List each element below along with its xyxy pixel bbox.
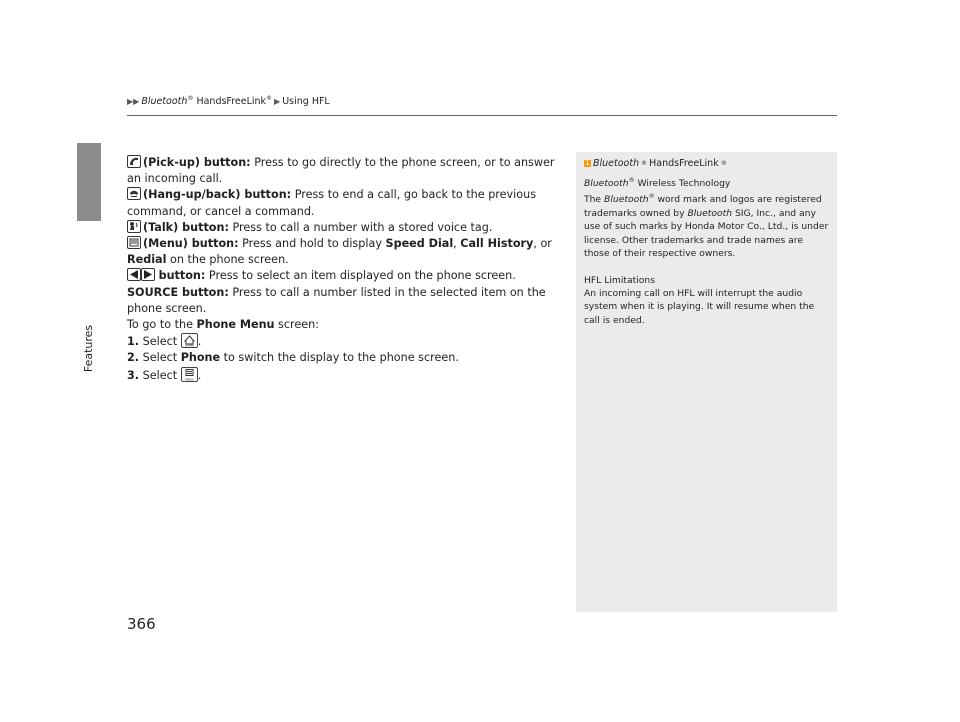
svg-text:MENU: MENU bbox=[184, 377, 194, 381]
pickup-paragraph: (Pick-up) button: Press to go directly to the phone screen, or to answer an incoming call. bbox=[127, 156, 555, 186]
breadcrumb-current: Using HFL bbox=[282, 95, 330, 107]
hang-up-icon bbox=[127, 187, 141, 200]
note-marker-icon: 1 bbox=[585, 160, 590, 167]
breadcrumb bbox=[127, 95, 330, 107]
section-tab bbox=[77, 143, 101, 221]
breadcrumb-arrow-icon: ▶ bbox=[274, 96, 281, 106]
side-note-heading: 1 Bluetooth ® HandsFreeLink ® bbox=[585, 158, 727, 169]
right-arrow-icon bbox=[141, 268, 155, 281]
arrow-paragraph: button: Press to select an item displayed on the phone screen. bbox=[127, 268, 557, 284]
breadcrumb-arrow-icon: ▶▶ bbox=[127, 96, 140, 106]
menu-icon bbox=[127, 236, 141, 249]
note-bluetooth-title: Bluetooth® Wireless Technology bbox=[584, 177, 731, 190]
step-2: 2. Select Phone to switch the display to the phone screen. bbox=[127, 351, 459, 365]
main-content bbox=[127, 155, 557, 384]
breadcrumb-bluetooth: Bluetooth® HandsFreeLink® bbox=[141, 95, 273, 108]
note-hfl-title: HFL Limitations bbox=[584, 274, 656, 286]
svg-text:HOME: HOME bbox=[184, 343, 194, 348]
menu-paragraph: (Menu) button: Press and hold to display Speed Dial, Call History, or Redial on the phone screen. bbox=[127, 237, 552, 267]
note-hfl-text: An incoming call on HFL will interrupt the audio system when it is playing. It will resume when the call is ended. bbox=[584, 287, 815, 326]
page-number: 366 bbox=[127, 615, 156, 633]
pick-up-icon bbox=[127, 155, 141, 168]
home-icon bbox=[181, 333, 198, 348]
header-divider bbox=[127, 115, 837, 116]
side-note-body bbox=[584, 174, 830, 327]
source-paragraph: SOURCE button: Press to call a number listed in the selected item on the phone screen. bbox=[127, 285, 546, 315]
talk-icon bbox=[127, 220, 141, 233]
note-trademark-text: The Bluetooth® word mark and logos are registered trademarks owned by Bluetooth SIG, Inc., and any use of such marks by Honda Motor Co., Ltd., is under license. Other trademarks and trade names are those of their respective owners. bbox=[584, 193, 829, 260]
section-label: Features bbox=[82, 324, 96, 372]
step-1: 1. Select HOME . bbox=[127, 335, 202, 349]
talk-paragraph: (Talk) button: Press to call a number with a stored voice tag. bbox=[127, 220, 557, 236]
step-3: 3. Select MENU . bbox=[127, 368, 202, 382]
hangup-paragraph: (Hang-up/back) button: Press to end a call, go back to the previous command, or cancel a command. bbox=[127, 188, 537, 218]
goto-paragraph: To go to the Phone Menu screen: bbox=[127, 318, 320, 332]
menu-button-icon bbox=[181, 367, 198, 382]
left-arrow-icon bbox=[127, 268, 141, 281]
